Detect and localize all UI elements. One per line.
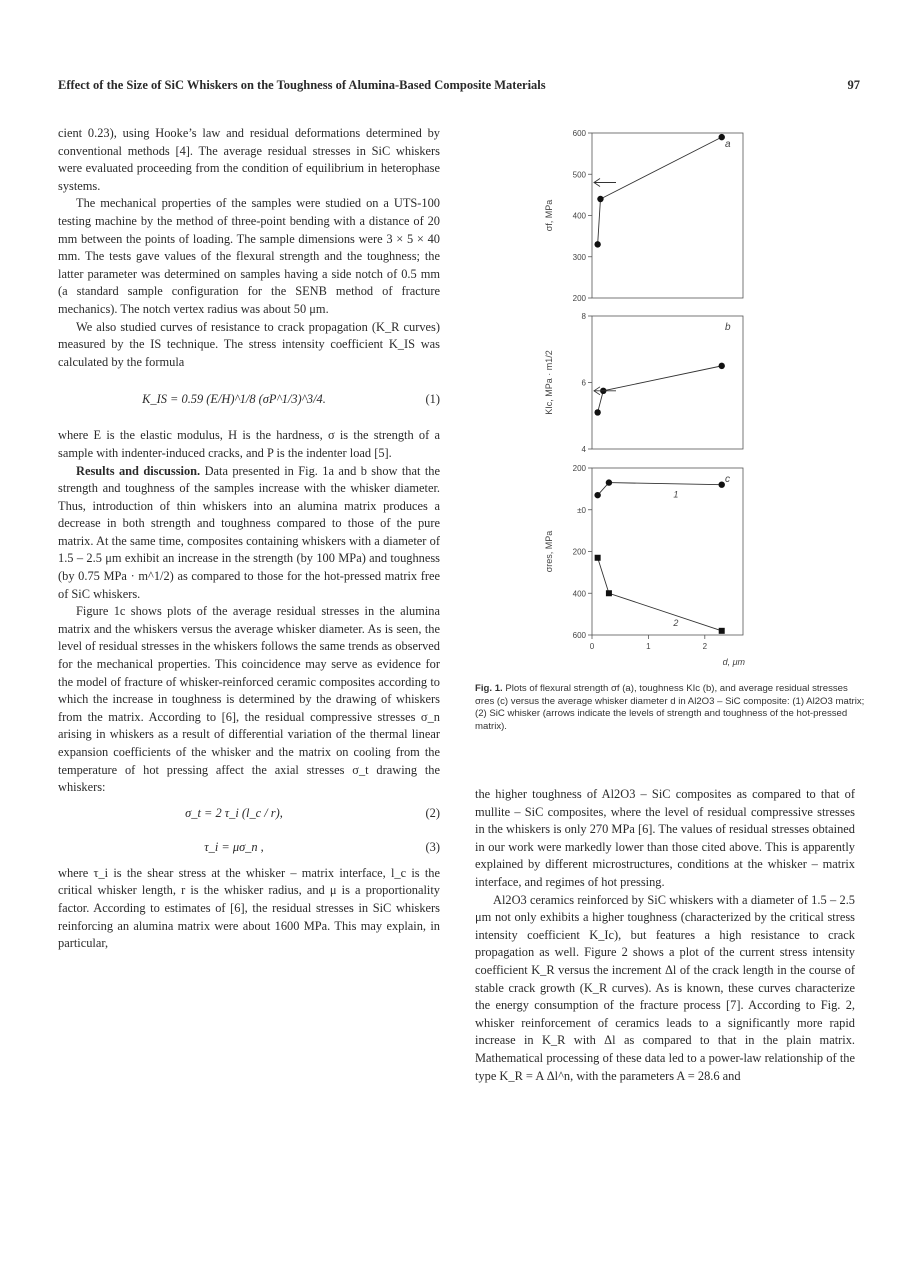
panel-letter: a <box>725 139 731 150</box>
y-tick-label: 200 <box>572 547 586 557</box>
running-header <box>58 78 860 93</box>
x-tick-label: 2 <box>702 642 708 651</box>
data-point <box>606 479 612 485</box>
equation-number: (2) <box>425 805 440 820</box>
equation-3 <box>58 831 440 865</box>
x-axis-label: d, μm <box>722 657 745 667</box>
data-point <box>719 482 725 488</box>
y-axis-label: KIc, MPa · m1/2 <box>544 350 554 415</box>
equation-text: σ_t = 2 τ_i (l_c / r), <box>185 805 283 820</box>
data-point <box>606 590 612 596</box>
series-line <box>598 558 722 631</box>
series-label: 2 <box>673 618 679 629</box>
paragraph-text: Data presented in Fig. 1a and b show that the strength and toughness of the samples increase with the whisker diameter. Thus, introduction of thin whiskers into an alumina matrix produces a decrease in both strength and toughness compared to those of the pure matrix. At the same time, composites containing whiskers with a diameter of 1.5 – 2.5 μm exhibit an increase in the strength (by 100 MPa) and toughness (by 0.75 MPa · m^1/2) as compared to those for the hot-pressed matrix free of SiC whiskers. <box>58 463 440 601</box>
data-point <box>595 555 601 561</box>
y-axis-label: σf, MPa <box>544 199 554 232</box>
y-tick-label: ±0 <box>577 505 586 515</box>
y-tick-label: 600 <box>572 129 586 138</box>
paragraph <box>58 463 440 604</box>
y-tick-label: 300 <box>572 252 586 262</box>
panel-letter: b <box>725 322 731 333</box>
equation-2 <box>58 797 440 831</box>
paragraph: Figure 1c shows plots of the average residual stresses in the alumina matrix and the whiskers versus the average whisker diameter. As is seen, the level of residual stresses in the whiskers follows the same trends as observed for the mechanical properties. This coincidence may serve as evidence for the model of fracture of whisker-reinforced ceramic composites according to which the increase in toughness is determined by the drawing of whiskers from the matrix. According to [6], the residual compressive stresses σ_n arising in whiskers as a result of differential variation of the thermal linear expansion coefficients of the whisker and the matrix on cooling from the temperature of hot pressing affect the axial stresses σ_t drawing the whiskers: <box>58 604 440 795</box>
equation-number: (3) <box>425 839 440 854</box>
series-line <box>598 137 722 244</box>
y-tick-label: 6 <box>581 378 586 388</box>
running-title: Effect of the Size of SiC Whiskers on the Toughness of Alumina-Based Composite Materials <box>58 78 546 92</box>
data-point <box>594 492 600 498</box>
series-line <box>598 483 722 496</box>
data-point <box>719 134 725 140</box>
data-point <box>719 363 725 369</box>
paragraph: Al2O3 ceramics reinforced by SiC whiskers with a diameter of 1.5 – 2.5 μm not only exhibits a higher toughness (characterized by the critical stress intensity coefficient K_Ic), but features a high resistance to crack propagation as well. Figure 2 shows a plot of the current stress intensity coefficient K_R versus the increment Δl of the crack length in the course of stable crack growth (K_R curves). As is known, these curves characterize the energy consumption of the fracture process [7]. According to Fig. 2, whisker reinforcement of ceramics leads to a significantly more rapid increase in K_R with Δl as compared to that in the plain matrix. Mathematical processing of these data led to a power-law relationship of the type K_R = A Δl^n, with the parameters A = 28.6 and <box>475 892 855 1083</box>
caption-text: Plots of flexural strength σf (a), toughness KIc (b), and average residual stresses σres (c) versus the average whisker diameter d in Al2O3 – SiC composite: (1) Al2O3 matrix; (2) SiC whisker (arrows indicate the levels of strength and toughness of the hot-pressed matrix). <box>475 683 865 732</box>
panel-letter: c <box>725 474 730 485</box>
figure-1 <box>480 115 860 675</box>
paragraph: cient 0.23), using Hooke’s law and residual deformations determined by conventional methods [4]. The average residual stresses in SiC whiskers were evaluated proceeding from the condition of equilibrium in heterophase systems. <box>58 126 440 193</box>
x-tick-label: 1 <box>646 642 651 651</box>
y-tick-label: 4 <box>581 445 586 454</box>
y-tick-label: 8 <box>581 312 586 321</box>
y-tick-label: 200 <box>572 294 586 303</box>
data-point <box>597 196 603 202</box>
data-point <box>719 628 725 634</box>
paragraph: The mechanical properties of the samples were studied on a UTS-100 testing machine by the method of three-point bending with a distance of 20 mm between the points of loading. The sample dimensions were 3 × 5 × 40 mm. The tests gave values of the flexural strength and the toughness; the latter parameter was determined on samples having a side notch of 0.5 mm (a standard sample configuration for the SENB method of fracture mechanics). The notch vertex radius was about 50 μm. <box>58 196 440 316</box>
x-tick-label: 0 <box>589 642 595 651</box>
caption-label: Fig. 1. <box>475 683 503 694</box>
page-number: 97 <box>847 78 860 92</box>
equation-text: τ_i = μσ_n , <box>204 839 264 854</box>
series-line <box>598 366 722 413</box>
right-column <box>475 786 855 1085</box>
plot-frame <box>592 468 743 635</box>
paragraph: where E is the elastic modulus, H is the hardness, σ is the strength of a sample with indenter-induced cracks, and P is the indenter load [5]. <box>58 428 440 460</box>
paragraph: the higher toughness of Al2O3 – SiC composites as compared to that of mullite – SiC composites, where the level of residual compressive stresses in the whiskers is only 270 MPa [6]. The values of residual stresses obtained in our work were markedly lower than those cited above. This is apparently explained by different microstructures, conditions at the whisker – matrix interface, and regimes of hot pressing. <box>475 787 855 889</box>
plot-frame <box>592 133 743 298</box>
left-column <box>58 125 440 953</box>
equation-number: (1) <box>425 391 440 406</box>
data-point <box>594 409 600 415</box>
data-point <box>594 241 600 247</box>
figure-caption <box>475 683 865 733</box>
y-tick-label: 400 <box>572 589 586 599</box>
equation-1 <box>58 371 440 427</box>
section-heading: Results and discussion. <box>76 463 201 478</box>
plot-frame <box>592 316 743 449</box>
series-label: 1 <box>673 489 679 500</box>
paragraph: where τ_i is the shear stress at the whisker – matrix interface, l_c is the critical whisker length, r is the whisker radius, and μ is a proportionality factor. According to estimates of [6], the residual stresses in SiC whiskers reinforcing an alumina matrix were about 1600 MPa. This may explain, in particular, <box>58 865 440 951</box>
y-axis-label: σres, MPa <box>544 530 554 573</box>
y-tick-label: 400 <box>572 211 586 221</box>
y-tick-label: 500 <box>572 170 586 180</box>
paragraph: We also studied curves of resistance to crack propagation (K_R curves) measured by the IS technique. The stress intensity coefficient K_IS was calculated by the formula <box>58 319 440 369</box>
y-tick-label: 200 <box>572 464 586 473</box>
equation-text: K_IS = 0.59 (E/H)^1/8 (σP^1/3)^3/4. <box>142 391 326 406</box>
y-tick-label: 600 <box>572 631 586 640</box>
